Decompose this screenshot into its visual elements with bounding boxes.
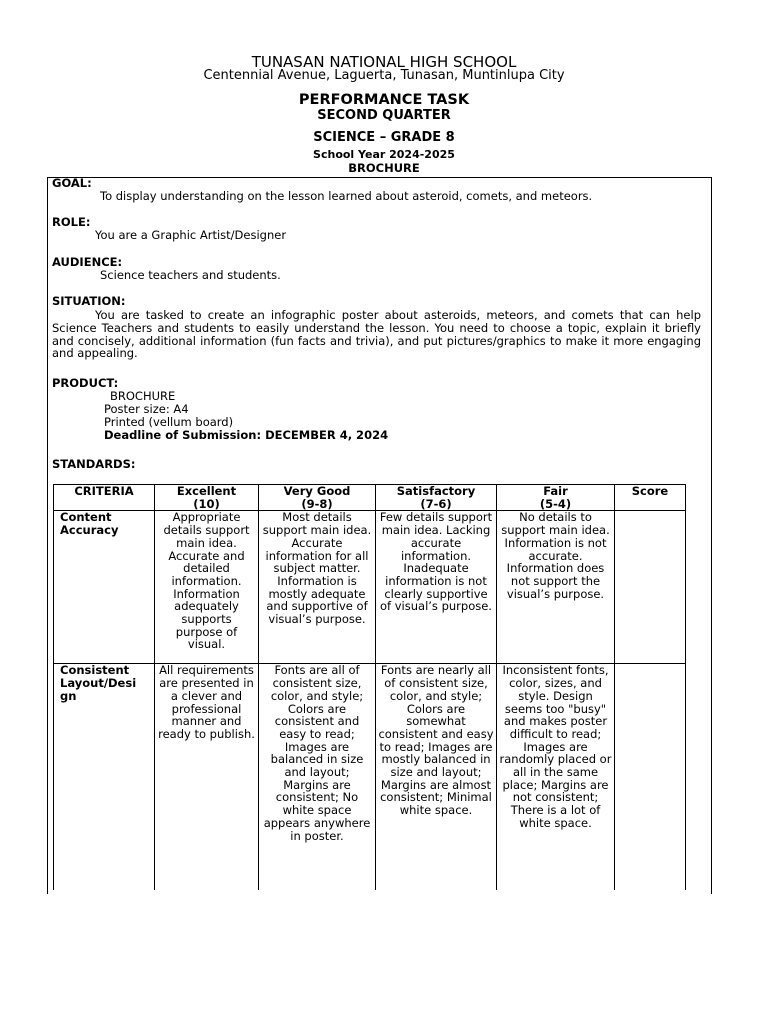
table-row xyxy=(54,664,686,891)
fair-label: Fair xyxy=(543,484,568,498)
situation-label: SITUATION: xyxy=(52,294,126,308)
audience-label: AUDIENCE: xyxy=(52,255,123,269)
header-fair xyxy=(497,485,615,511)
satisfactory-label: Satisfactory xyxy=(396,484,476,498)
product-label: PRODUCT: xyxy=(52,376,119,390)
header-excellent xyxy=(155,485,259,511)
header-score: Score xyxy=(615,485,686,511)
deadline: Deadline of Submission: DECEMBER 4, 2024 xyxy=(104,428,389,442)
rubric-header-row xyxy=(54,485,686,511)
fair-points: (5-4) xyxy=(539,496,572,511)
standards-label: STANDARDS: xyxy=(52,457,136,471)
role-text: You are a Graphic Artist/Designer xyxy=(95,228,287,242)
audience-text: Science teachers and students. xyxy=(100,268,281,282)
excellent-points: (10) xyxy=(193,496,220,511)
criteria-cell xyxy=(54,664,155,891)
fair-cell: Inconsistent fonts, color, sizes, and style. Design seems too "busy" and makes poster difficult to read; Images are randomly placed or all in the same place; Margins are not consistent; There is a lot of white space. xyxy=(497,664,615,891)
satisfactory-points: (7-6) xyxy=(420,496,452,511)
criteria-cell: Content Accuracy xyxy=(54,511,155,664)
goal-label: GOAL: xyxy=(52,176,92,190)
product-type: BROCHURE xyxy=(110,389,176,403)
situation-paragraph xyxy=(52,309,701,360)
score-cell xyxy=(615,664,686,891)
score-cell xyxy=(615,511,686,664)
very-good-cell: Fonts are all of consistent size, color, and style; Colors are consistent and easy to read; Images are balanced in size and layout; Margins are consistent; No white space appears anywhere in poster. xyxy=(259,664,376,891)
quarter-title: SECOND QUARTER xyxy=(317,108,451,123)
very-good-label: Very Good xyxy=(283,484,351,498)
header-very-good xyxy=(259,485,376,511)
header-criteria: CRITERIA xyxy=(54,485,155,511)
poster-size: Poster size: A4 xyxy=(104,402,189,416)
school-name: TUNASAN NATIONAL HIGH SCHOOL xyxy=(251,53,517,71)
excellent-cell: All requirements are presented in a clever and professional manner and ready to publish. xyxy=(155,664,259,891)
print-material: Printed (vellum board) xyxy=(104,415,234,429)
very-good-points: (9-8) xyxy=(301,496,333,511)
excellent-cell: Appropriate details support main idea. Accurate and detailed information. Information adequately supports purpose of visual. xyxy=(155,511,259,664)
excellent-label: Excellent xyxy=(176,484,237,498)
criteria-text: Consistent Layout/Design xyxy=(60,663,137,703)
rubric-table xyxy=(53,484,686,890)
school-year: School Year 2024-2025 xyxy=(313,148,455,161)
fair-cell: No details to support main idea. Information is not accurate. Information does not support the visual’s purpose. xyxy=(497,511,615,664)
output-type: BROCHURE xyxy=(348,161,420,175)
situation-text: You are tasked to create an infographic poster about asteroids, meteors, and comets that can help Science Teachers and students to easily understand the lesson. You need to choose a topic, explain it briefly and concisely, additional information (fun facts and trivia), and put pictures/graphics to make it more engaging and appealing. xyxy=(52,308,701,361)
satisfactory-cell: Few details support main idea. Lacking accurate information. Inadequate information is not clearly supportive of visual’s purpose. xyxy=(376,511,497,664)
school-address: Centennial Avenue, Laguerta, Tunasan, Muntinlupa City xyxy=(203,68,565,83)
satisfactory-cell: Fonts are nearly all of consistent size, color, and style; Colors are somewhat consistent and easy to read; Images are mostly balanced in size and layout; Margins are almost consistent; Minimal white space. xyxy=(376,664,497,891)
task-title: PERFORMANCE TASK xyxy=(298,92,470,108)
table-row xyxy=(54,511,686,664)
goal-text: To display understanding on the lesson learned about asteroid, comets, and meteors. xyxy=(100,189,593,203)
subject-title: SCIENCE – GRADE 8 xyxy=(313,130,455,145)
very-good-cell: Most details support main idea. Accurate information for all subject matter. Information is mostly adequate and supportive of visual’s purpose. xyxy=(259,511,376,664)
header-satisfactory xyxy=(376,485,497,511)
role-label: ROLE: xyxy=(52,215,91,229)
